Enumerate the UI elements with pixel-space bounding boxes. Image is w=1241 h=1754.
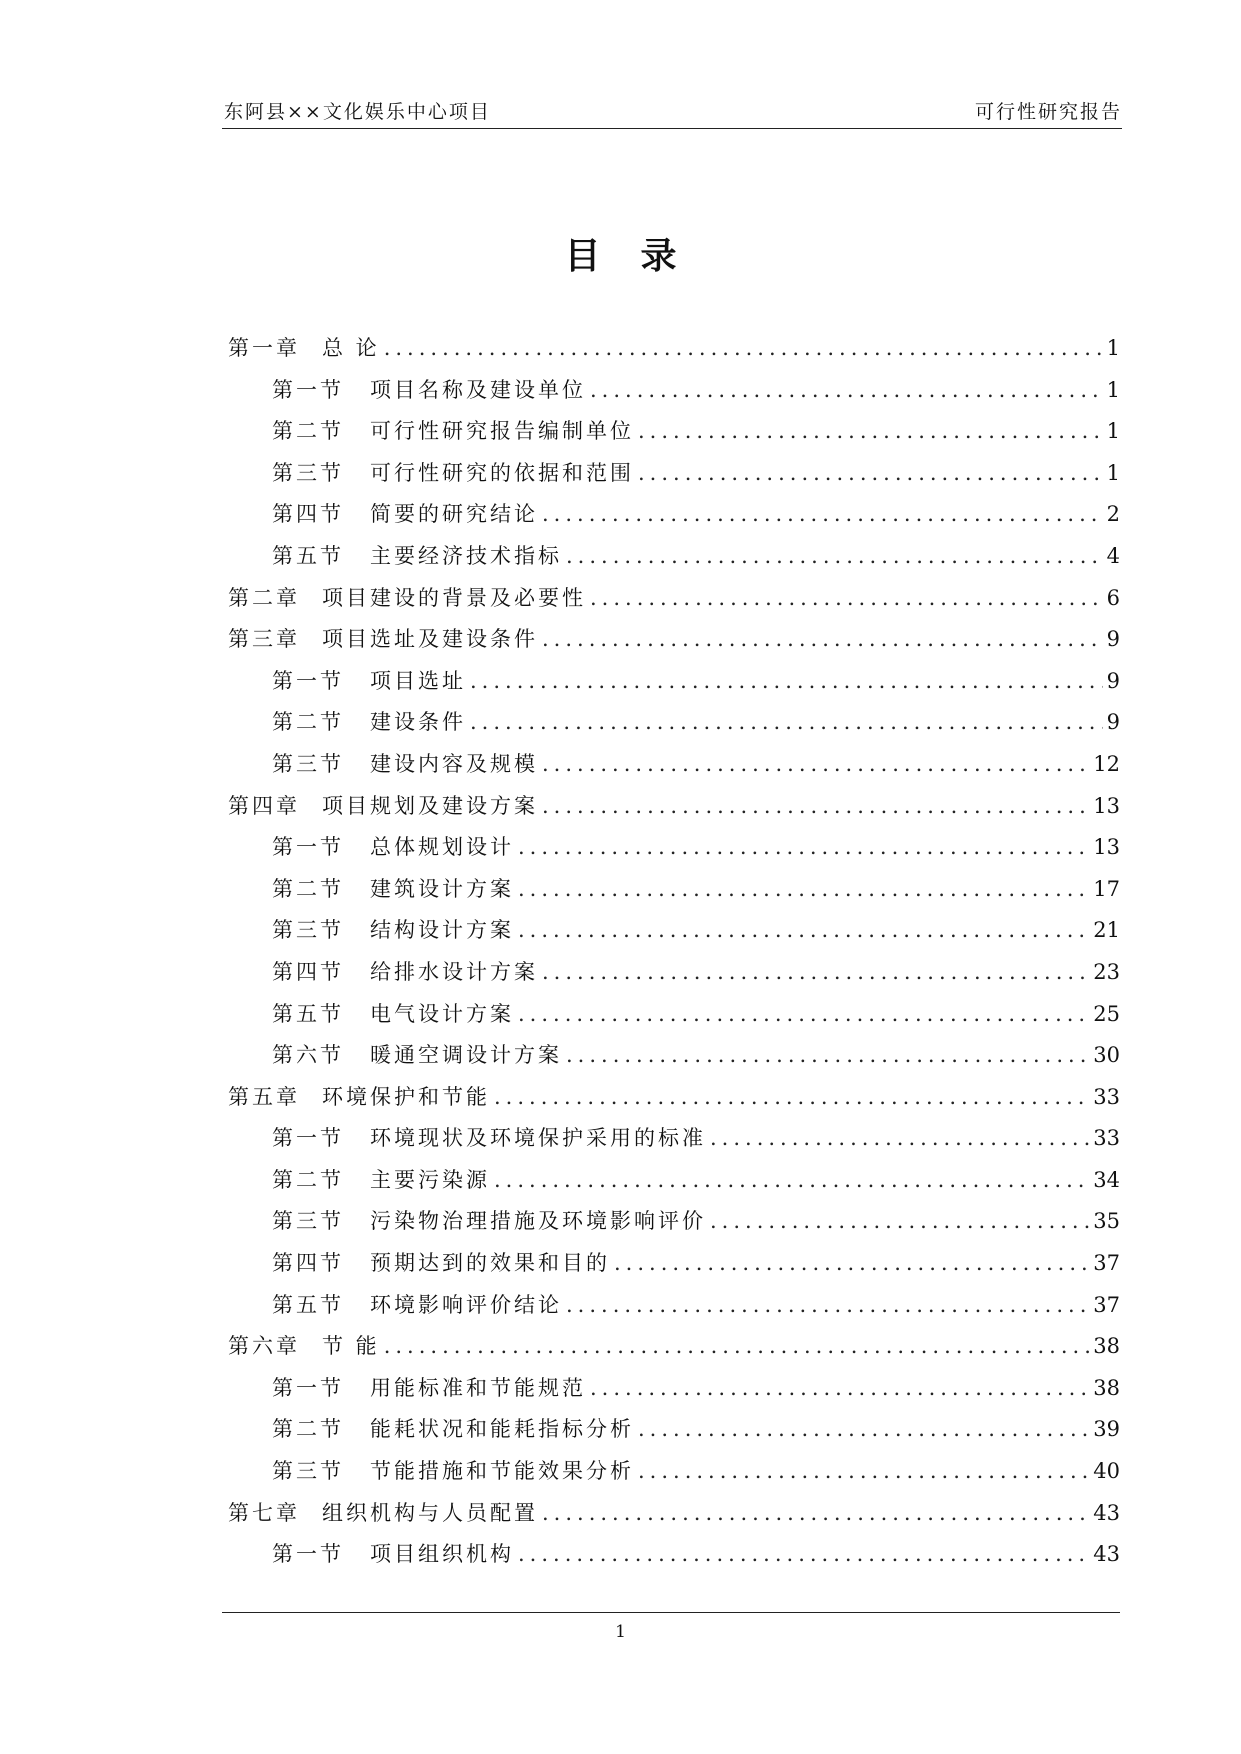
- header-report-type: 可行性研究报告: [974, 101, 1122, 123]
- toc-page-number: 1: [1106, 419, 1120, 444]
- toc-chapter-row[interactable]: [228, 1081, 1120, 1123]
- toc-section-row[interactable]: [228, 998, 1120, 1040]
- toc-section-row[interactable]: [228, 1289, 1120, 1331]
- toc-entry-title: 项目规划及建设方案: [322, 793, 538, 818]
- toc-page-number: 39: [1093, 1417, 1120, 1442]
- toc-page-number: 33: [1093, 1126, 1120, 1151]
- toc-entry-label: 第一节: [272, 668, 344, 693]
- toc-entry-label: 第一节: [272, 1542, 344, 1567]
- toc-dot-leader: [494, 1168, 1089, 1192]
- toc-section-row[interactable]: [228, 1164, 1120, 1206]
- toc-entry-title: 主要污染源: [370, 1167, 490, 1192]
- toc-dot-leader: [470, 710, 1103, 734]
- toc-entry-label: 第六节: [272, 1043, 344, 1068]
- toc-page-number: 2: [1106, 502, 1120, 527]
- toc-entry-label: 第三节: [272, 1209, 344, 1234]
- toc-page-number: 43: [1093, 1542, 1120, 1567]
- toc-dot-leader: [518, 1002, 1089, 1026]
- table-of-contents: [228, 332, 1120, 1580]
- toc-page-number: 38: [1093, 1334, 1120, 1359]
- toc-section-row[interactable]: [228, 1247, 1120, 1289]
- toc-section-row[interactable]: [228, 498, 1120, 540]
- toc-entry-title: 项目建设的背景及必要性: [322, 585, 586, 610]
- toc-entry-title: 节 能: [322, 1334, 380, 1359]
- toc-entry-label: 第三节: [272, 460, 344, 485]
- toc-dot-leader: [518, 877, 1089, 901]
- toc-entry-title: 总 论: [322, 336, 380, 360]
- toc-section-row[interactable]: [228, 1039, 1120, 1081]
- toc-page-number: 38: [1093, 1375, 1120, 1400]
- toc-dot-leader: [590, 1376, 1089, 1400]
- toc-entry-title: 环境影响评价结论: [370, 1292, 562, 1317]
- toc-chapter-row[interactable]: [228, 1497, 1120, 1539]
- toc-dot-leader: [566, 1293, 1089, 1317]
- toc-entry-label: 第一节: [272, 835, 344, 860]
- toc-entry-label: 第七章: [228, 1500, 300, 1525]
- toc-dot-leader: [518, 835, 1089, 859]
- toc-page-number: 1: [1106, 460, 1120, 485]
- toc-dot-leader: [384, 336, 1103, 360]
- toc-dot-leader: [710, 1126, 1089, 1150]
- toc-entry-title: 可行性研究的依据和范围: [370, 460, 634, 485]
- toc-entry-title: 建设条件: [370, 710, 466, 735]
- toc-page-number: 40: [1093, 1459, 1120, 1484]
- toc-dot-leader: [542, 752, 1089, 776]
- toc-entry-title: 项目名称及建设单位: [370, 377, 586, 402]
- toc-section-row[interactable]: [228, 540, 1120, 582]
- toc-entry-label: 第三章: [228, 627, 300, 652]
- toc-page-number: 37: [1093, 1292, 1120, 1317]
- toc-page-number: 17: [1093, 876, 1120, 901]
- toc-page-number: 35: [1093, 1209, 1120, 1234]
- toc-entry-label: 第三节: [272, 918, 344, 943]
- toc-section-row[interactable]: [228, 706, 1120, 748]
- toc-entry-title: 电气设计方案: [370, 1001, 514, 1026]
- toc-entry-title: 总体规划设计: [370, 835, 514, 860]
- header-project-name: 东阿县××文化娱乐中心项目: [224, 101, 491, 123]
- toc-page-number: 9: [1106, 627, 1120, 652]
- toc-entry-label: 第一节: [272, 377, 344, 402]
- toc-section-row[interactable]: [228, 1372, 1120, 1414]
- toc-dot-leader: [384, 1334, 1090, 1358]
- toc-dot-leader: [710, 1209, 1089, 1233]
- toc-dot-leader: [494, 1085, 1089, 1109]
- toc-entry-label: 第四节: [272, 1251, 344, 1276]
- toc-entry-title: 能耗状况和能耗指标分析: [370, 1417, 634, 1442]
- toc-page-number: 37: [1093, 1251, 1120, 1276]
- toc-entry-title: 节能措施和节能效果分析: [370, 1459, 634, 1484]
- toc-entry-label: 第一章: [228, 336, 300, 360]
- footer-divider: [222, 1612, 1120, 1613]
- page-header: [222, 100, 1122, 129]
- toc-page-number: 33: [1093, 1084, 1120, 1109]
- toc-dot-leader: [638, 1459, 1089, 1483]
- toc-dot-leader: [590, 586, 1103, 610]
- toc-entry-label: 第五节: [272, 1001, 344, 1026]
- toc-page-number: 23: [1093, 959, 1120, 984]
- toc-dot-leader: [638, 419, 1103, 443]
- toc-page-number: 43: [1093, 1500, 1120, 1525]
- toc-entry-title: 暖通空调设计方案: [370, 1043, 562, 1068]
- toc-page-number: 25: [1093, 1001, 1120, 1026]
- toc-entry-label: 第二章: [228, 585, 300, 610]
- toc-section-row[interactable]: [228, 748, 1120, 790]
- toc-entry-label: 第五节: [272, 1292, 344, 1317]
- toc-entry-title: 环境保护和节能: [322, 1084, 490, 1109]
- toc-chapter-row[interactable]: [228, 582, 1120, 624]
- toc-entry-title: 建设内容及规模: [370, 751, 538, 776]
- toc-page-number: 4: [1106, 543, 1120, 568]
- toc-entry-label: 第四节: [272, 502, 344, 527]
- toc-section-row[interactable]: [228, 457, 1120, 499]
- toc-page-number: 12: [1093, 751, 1120, 776]
- toc-entry-title: 项目组织机构: [370, 1542, 514, 1567]
- toc-dot-leader: [590, 378, 1103, 402]
- toc-section-row[interactable]: [228, 665, 1120, 707]
- toc-page-number: 30: [1093, 1043, 1120, 1068]
- toc-entry-title: 污染物治理措施及环境影响评价: [370, 1209, 706, 1234]
- toc-entry-title: 主要经济技术指标: [370, 543, 562, 568]
- toc-entry-label: 第四节: [272, 959, 344, 984]
- toc-entry-label: 第五章: [228, 1084, 300, 1109]
- toc-entry-label: 第三节: [272, 1459, 344, 1484]
- toc-entry-title: 结构设计方案: [370, 918, 514, 943]
- toc-entry-label: 第三节: [272, 751, 344, 776]
- toc-entry-label: 第四章: [228, 793, 300, 818]
- toc-section-row[interactable]: [228, 415, 1120, 457]
- toc-dot-leader: [614, 1251, 1089, 1275]
- toc-page-number: 9: [1106, 710, 1120, 735]
- toc-entry-title: 组织机构与人员配置: [322, 1500, 538, 1525]
- toc-dot-leader: [638, 461, 1103, 485]
- toc-dot-leader: [566, 1043, 1089, 1067]
- toc-entry-title: 建筑设计方案: [370, 876, 514, 901]
- toc-dot-leader: [518, 1542, 1089, 1566]
- toc-page-number: 13: [1093, 793, 1120, 818]
- toc-section-row[interactable]: [228, 1205, 1120, 1247]
- toc-page-number: 13: [1093, 835, 1120, 860]
- toc-entry-title: 预期达到的效果和目的: [370, 1251, 610, 1276]
- toc-entry-label: 第一节: [272, 1375, 344, 1400]
- toc-dot-leader: [542, 502, 1103, 526]
- toc-entry-title: 给排水设计方案: [370, 959, 538, 984]
- toc-page-number: 9: [1106, 668, 1120, 693]
- footer-page-number: 1: [615, 1622, 626, 1642]
- toc-dot-leader: [470, 669, 1103, 693]
- toc-page-number: 21: [1093, 918, 1120, 943]
- toc-dot-leader: [518, 918, 1089, 942]
- toc-entry-label: 第二节: [272, 1167, 344, 1192]
- toc-entry-title: 项目选址: [370, 668, 466, 693]
- toc-dot-leader: [542, 794, 1089, 818]
- page-title: 目录: [564, 235, 717, 277]
- toc-chapter-row[interactable]: [228, 332, 1120, 374]
- toc-entry-title: 项目选址及建设条件: [322, 627, 538, 652]
- toc-page-number: 1: [1106, 336, 1120, 360]
- toc-chapter-row[interactable]: [228, 623, 1120, 665]
- toc-entry-label: 第二节: [272, 1417, 344, 1442]
- toc-section-row[interactable]: [228, 873, 1120, 915]
- toc-entry-label: 第六章: [228, 1334, 300, 1359]
- toc-section-row[interactable]: [228, 1538, 1120, 1580]
- toc-dot-leader: [566, 544, 1103, 568]
- toc-chapter-row[interactable]: [228, 790, 1120, 832]
- toc-page-number: 6: [1106, 585, 1120, 610]
- toc-entry-label: 第二节: [272, 710, 344, 735]
- toc-entry-title: 可行性研究报告编制单位: [370, 419, 634, 444]
- toc-dot-leader: [542, 1501, 1089, 1525]
- toc-section-row[interactable]: [228, 1413, 1120, 1455]
- toc-entry-title: 简要的研究结论: [370, 502, 538, 527]
- toc-entry-label: 第五节: [272, 543, 344, 568]
- toc-chapter-row[interactable]: [228, 1330, 1120, 1372]
- toc-dot-leader: [638, 1417, 1089, 1441]
- toc-entry-label: 第二节: [272, 876, 344, 901]
- toc-page-number: 1: [1106, 377, 1120, 402]
- toc-entry-title: 环境现状及环境保护采用的标准: [370, 1126, 706, 1151]
- toc-section-row[interactable]: [228, 1122, 1120, 1164]
- toc-section-row[interactable]: [228, 956, 1120, 998]
- toc-section-row[interactable]: [228, 831, 1120, 873]
- toc-entry-label: 第一节: [272, 1126, 344, 1151]
- toc-entry-label: 第二节: [272, 419, 344, 444]
- toc-entry-title: 用能标准和节能规范: [370, 1375, 586, 1400]
- toc-section-row[interactable]: [228, 1455, 1120, 1497]
- toc-section-row[interactable]: [228, 914, 1120, 956]
- toc-dot-leader: [542, 627, 1103, 651]
- toc-section-row[interactable]: [228, 374, 1120, 416]
- toc-page-number: 34: [1093, 1167, 1120, 1192]
- toc-dot-leader: [542, 960, 1089, 984]
